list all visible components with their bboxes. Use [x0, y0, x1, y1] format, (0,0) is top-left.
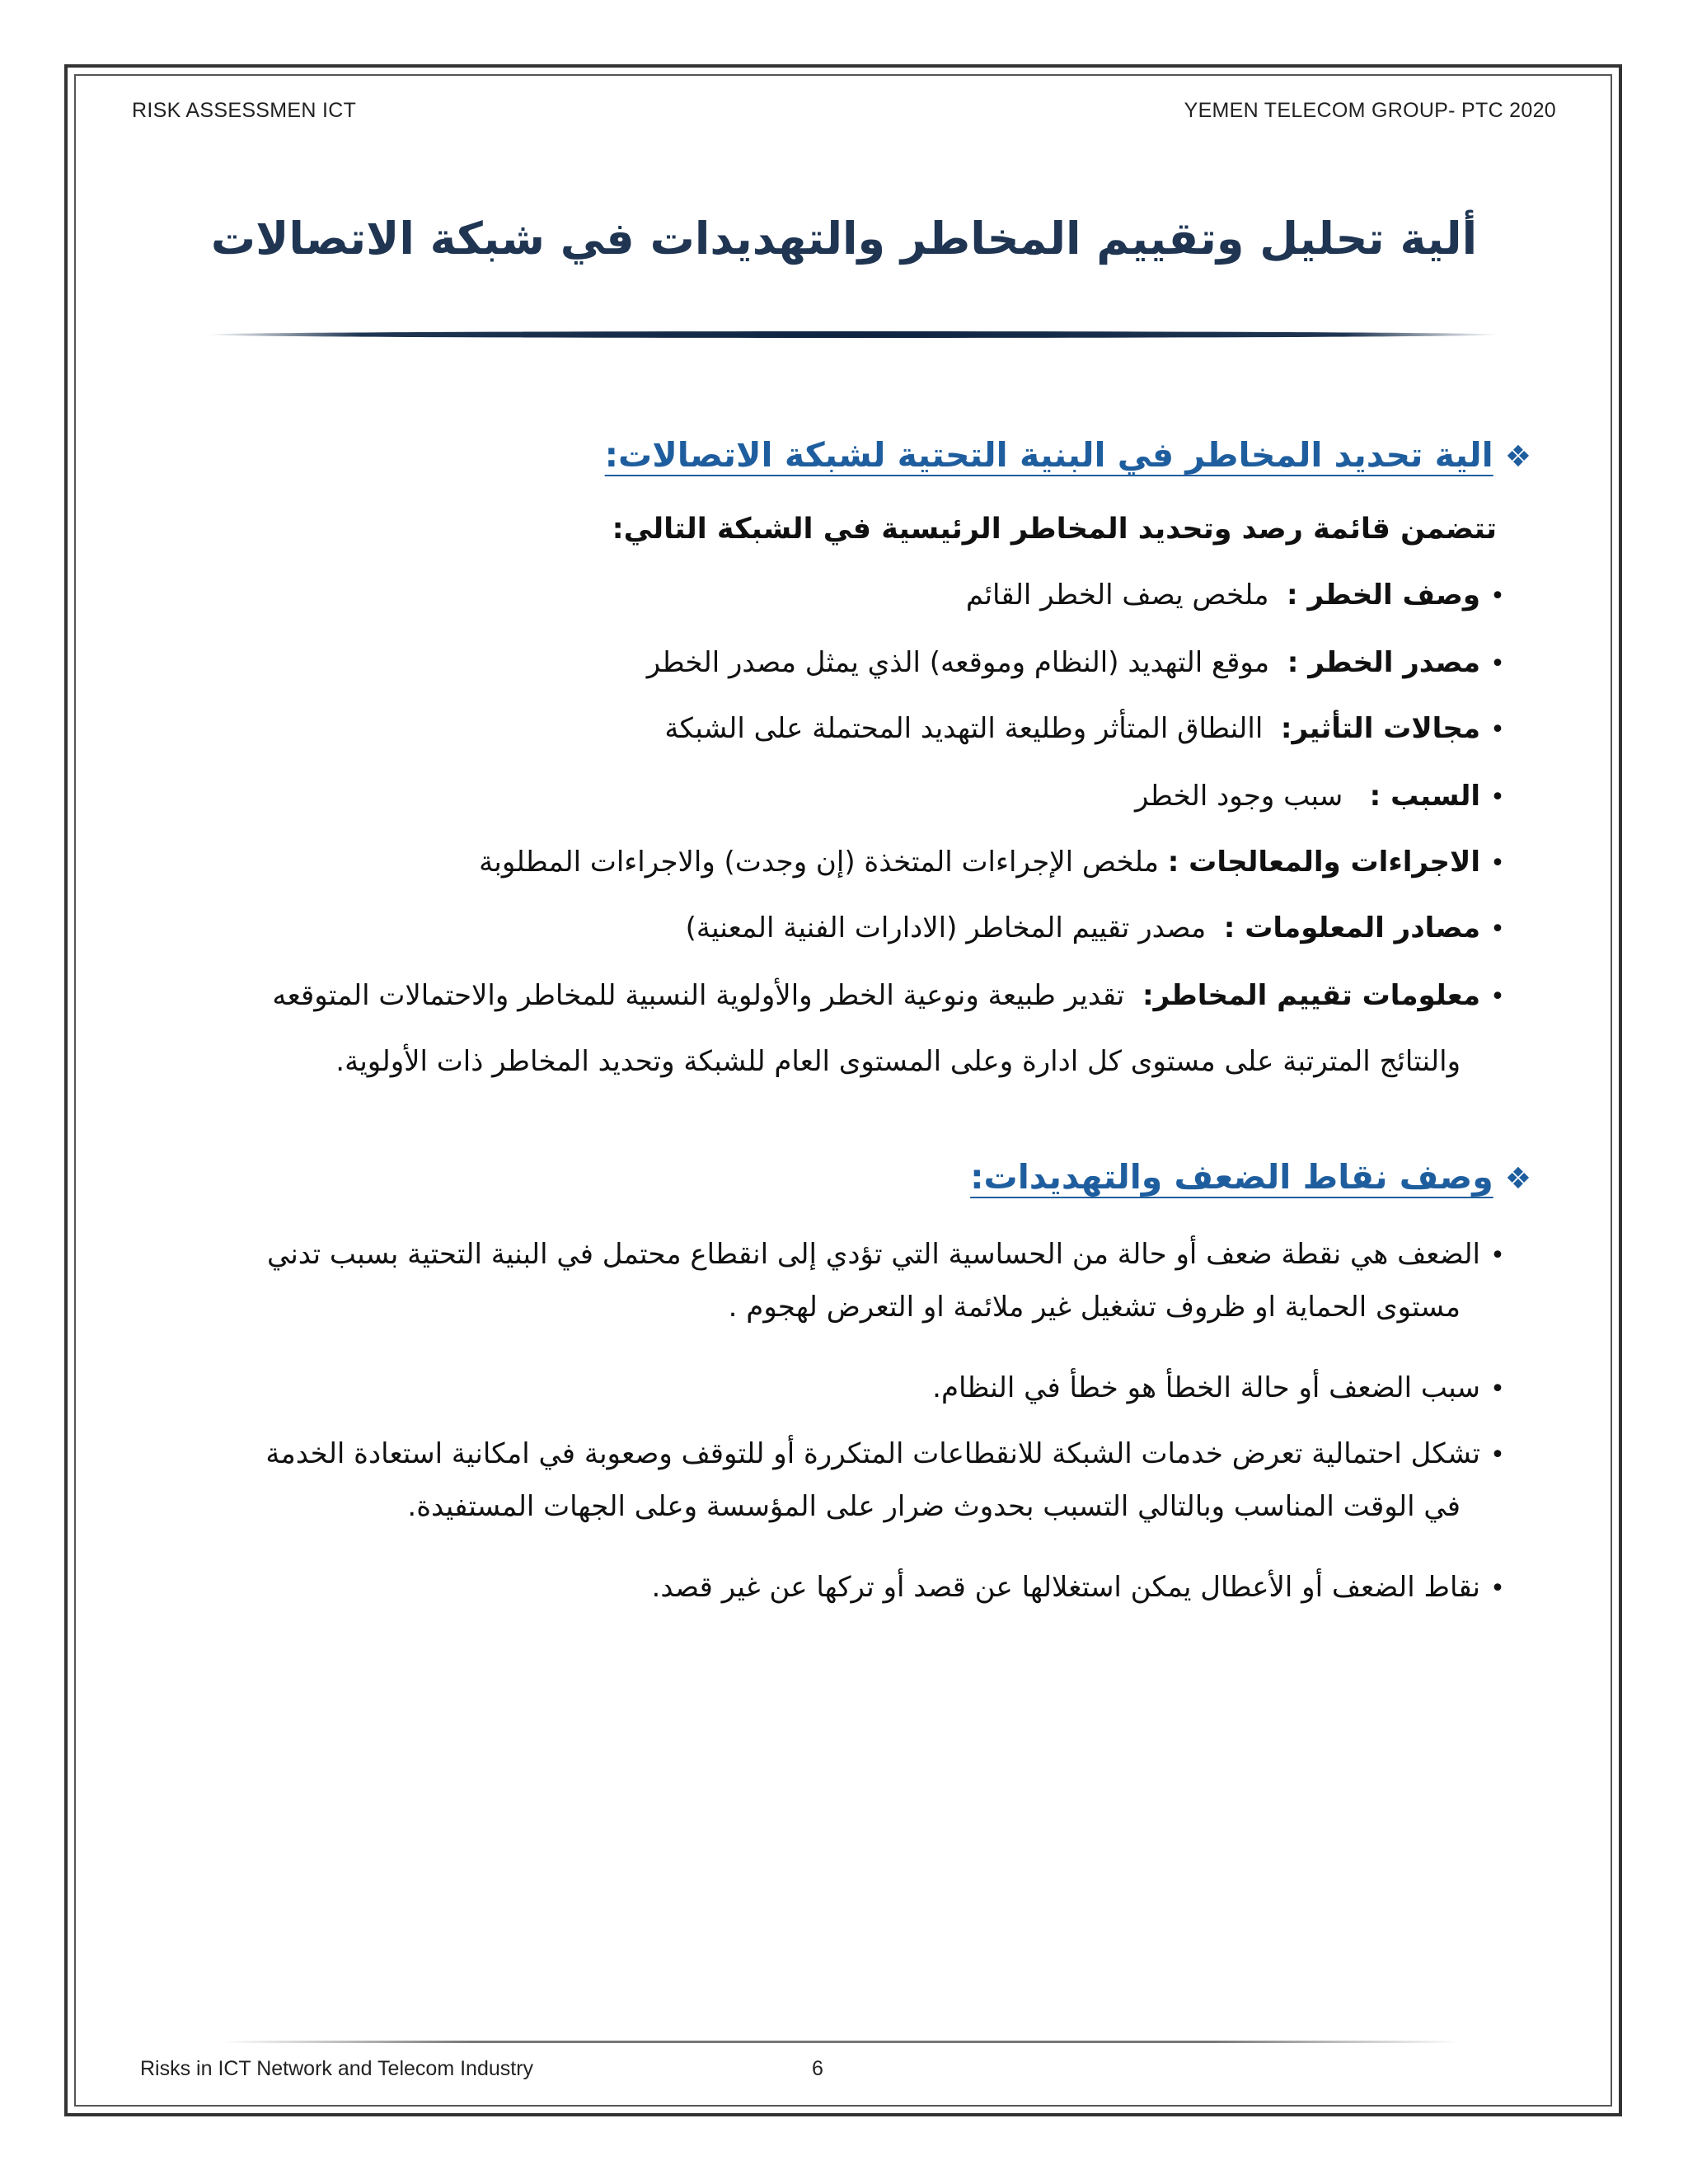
page-number: 6: [812, 2057, 823, 2080]
item-term: مصدر الخطر :: [1287, 646, 1480, 679]
list-item: [267, 1238, 1515, 1271]
diamond-four-icon: ❖: [1504, 440, 1531, 474]
bullet-dot-icon: •: [1490, 1574, 1505, 1603]
bullet-dot-icon: •: [1490, 915, 1505, 944]
item-term: مجالات التأثير:: [1280, 712, 1480, 745]
item-term: السبب :: [1369, 780, 1480, 813]
section-heading-text: وصف نقاط الضعف والتهديدات:: [970, 1157, 1493, 1197]
bullet-dot-icon: •: [1490, 783, 1505, 812]
bullet-dot-icon: •: [1490, 1241, 1505, 1270]
section-heading-weaknesses: [970, 1157, 1531, 1197]
header-right: YEMEN TELECOM GROUP- PTC 2020: [1184, 99, 1556, 122]
page-border-inner: [74, 74, 1612, 2107]
bullet-dot-icon: •: [1490, 1441, 1505, 1469]
item-desc: تقدير طبيعة ونوعية الخطر والأولوية النسبية للمخاطر والاحتمالات المتوقعه: [272, 979, 1125, 1012]
list-item: [647, 646, 1515, 679]
list-item: [686, 912, 1515, 944]
list-item: [664, 712, 1515, 745]
list-item-continuation: والنتائج المترتبة على مستوى كل ادارة وعلى المستوى العام للشبكة وتحديد المخاطر ذات الأولوية.: [335, 1045, 1461, 1078]
item-term: وصف الخطر :: [1287, 579, 1480, 612]
diamond-four-icon: ❖: [1504, 1162, 1531, 1196]
item-term: الاجراءات والمعالجات :: [1167, 846, 1480, 879]
item-text: سبب الضعف أو حالة الخطأ هو خطأ في النظام.: [932, 1371, 1480, 1404]
list-item: [1135, 780, 1515, 813]
list-item: [932, 1371, 1515, 1404]
section-heading-text: الية تحديد المخاطر في البنية التحتية لشبكة الاتصالات:: [604, 435, 1493, 475]
bullet-dot-icon: •: [1490, 849, 1505, 878]
bullet-dot-icon: •: [1490, 982, 1505, 1011]
item-term: معلومات تقييم المخاطر:: [1142, 979, 1480, 1012]
footer-rule: [223, 2041, 1459, 2043]
section-heading-risk-identification: [605, 435, 1531, 475]
list-item-continuation: في الوقت المناسب وبالتالي التسبب بحدوث ضرار على المؤسسة وعلى الجهات المستفيدة.: [407, 1490, 1461, 1523]
list-item: [652, 1571, 1515, 1604]
item-text: تشكل احتمالية تعرض خدمات الشبكة للانقطاعات المتكررة أو للتوقف وصعوبة في امكانية استعادة الخدمة: [265, 1437, 1480, 1470]
item-desc: ملخص يصف الخطر القائم: [965, 579, 1269, 612]
page-title: ألية تحليل وتقييم المخاطر والتهديدات في شبكة الاتصالات: [210, 213, 1478, 265]
list-item: [966, 579, 1515, 612]
item-desc: مصدر تقييم المخاطر (الادارات الفنية المعنية): [685, 912, 1207, 944]
item-desc: سبب وجود الخطر: [1134, 780, 1343, 813]
bullet-dot-icon: •: [1490, 582, 1505, 611]
item-desc: االنطاق المتأثر وطليعة التهديد المحتملة على الشبكة: [664, 712, 1264, 745]
item-text: الضعف هي نقطة ضعف أو حالة من الحساسية التي تؤدي إلى انقطاع محتمل في البنية التحتية بسبب تدني: [267, 1238, 1480, 1271]
list-item: [272, 979, 1515, 1012]
bullet-dot-icon: •: [1490, 649, 1505, 678]
title-underline-rule: [206, 331, 1500, 338]
footer-title: Risks in ICT Network and Telecom Industry: [140, 2057, 534, 2080]
item-term: مصادر المعلومات :: [1223, 912, 1480, 944]
list-item: [479, 846, 1515, 879]
section-intro: تتضمن قائمة رصد وتحديد المخاطر الرئيسية في الشبكة التالي:: [612, 513, 1497, 546]
list-item-continuation: مستوى الحماية او ظروف تشغيل غير ملائمة او التعرض لهجوم .: [728, 1291, 1461, 1324]
item-text: نقاط الضعف أو الأعطال يمكن استغلالها عن قصد أو تركها عن غير قصد.: [651, 1571, 1480, 1604]
bullet-dot-icon: •: [1490, 1375, 1505, 1404]
bullet-dot-icon: •: [1490, 715, 1505, 744]
header-left: RISK ASSESSMEN ICT: [132, 99, 357, 122]
item-desc: موقع التهديد (النظام وموقعه) الذي يمثل مصدر الخطر: [646, 646, 1270, 679]
list-item: [265, 1437, 1515, 1470]
item-desc: ملخص الإجراءات المتخذة (إن وجدت) والاجراءات المطلوبة: [479, 846, 1159, 879]
